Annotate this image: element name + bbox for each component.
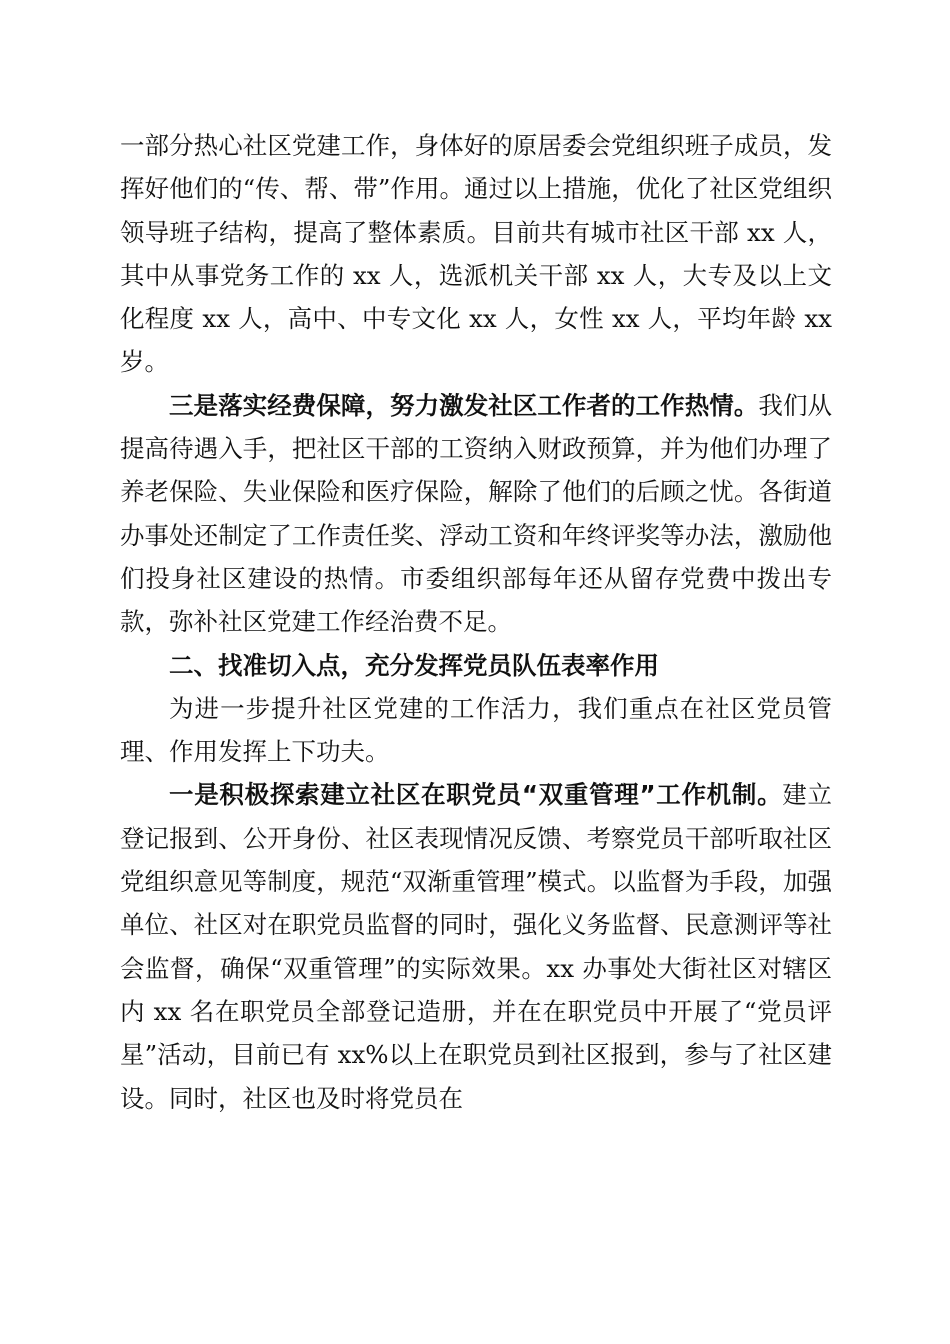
paragraph-body-text: 我们从提高待遇入手，把社区干部的工资纳入财政预算，并为他们办理了养老保险、失业保险和医疗保险，解除了他们的后顾之忧。各街道办事处还制定了工作责任奖、浮动工资和年终评奖等办法，激励他们投身社区建设的热情。市委组织部每年还从留存党费中拨出专款，弥补社区党建工作经治费不足。 — [120, 390, 833, 637]
paragraph-dual-management — [120, 773, 832, 1119]
paragraph-funding-guarantee — [120, 384, 832, 644]
paragraph-lead-sentence: 一是积极探索建立社区在职党员“双重管理”工作机制。 — [169, 780, 783, 810]
paragraph-body-text: 建立登记报到、公开身份、社区表现情况反馈、考察党员干部听取社区党组织意见等制度，规范“双渐重管理”模式。以监督为手段，加强单位、社区对在职党员监督的同时，强化义务监督、民意测评等社会监督，确保“双重管理”的实际效果。xx 办事处大街社区对辖区内 xx 名在职党员全部登记造册，并在在职党员中开展了“党员评星”活动，目前已有 xx%以上在职党员到社区报到，参与了社区建设。同时，社区也及时将党员在 — [120, 780, 833, 1113]
paragraph-community-cadres: 一部分热心社区党建工作，身体好的原居委会党组织班子成员，发挥好他们的“传、帮、带”作用。通过以上措施，优化了社区党组织领导班子结构，提高了整体素质。目前共有城市社区干部 xx 人，其中从事党务工作的 xx 人，选派机关干部 xx 人，大专及以上文化程度 xx 人，高中、中专文化 xx 人，女性 xx 人，平均年龄 xx 岁。 — [120, 131, 832, 377]
document-page — [120, 124, 832, 1120]
section-heading: 二、找准切入点，充分发挥党员队伍表率作用 — [169, 650, 659, 680]
paragraph-lead-sentence: 三是落实经费保障，努力激发社区工作者的工作热情。 — [169, 390, 759, 420]
paragraph-section-intro: 为进一步提升社区党建的工作活力，我们重点在社区党员管理、作用发挥上下功夫。 — [120, 693, 832, 767]
